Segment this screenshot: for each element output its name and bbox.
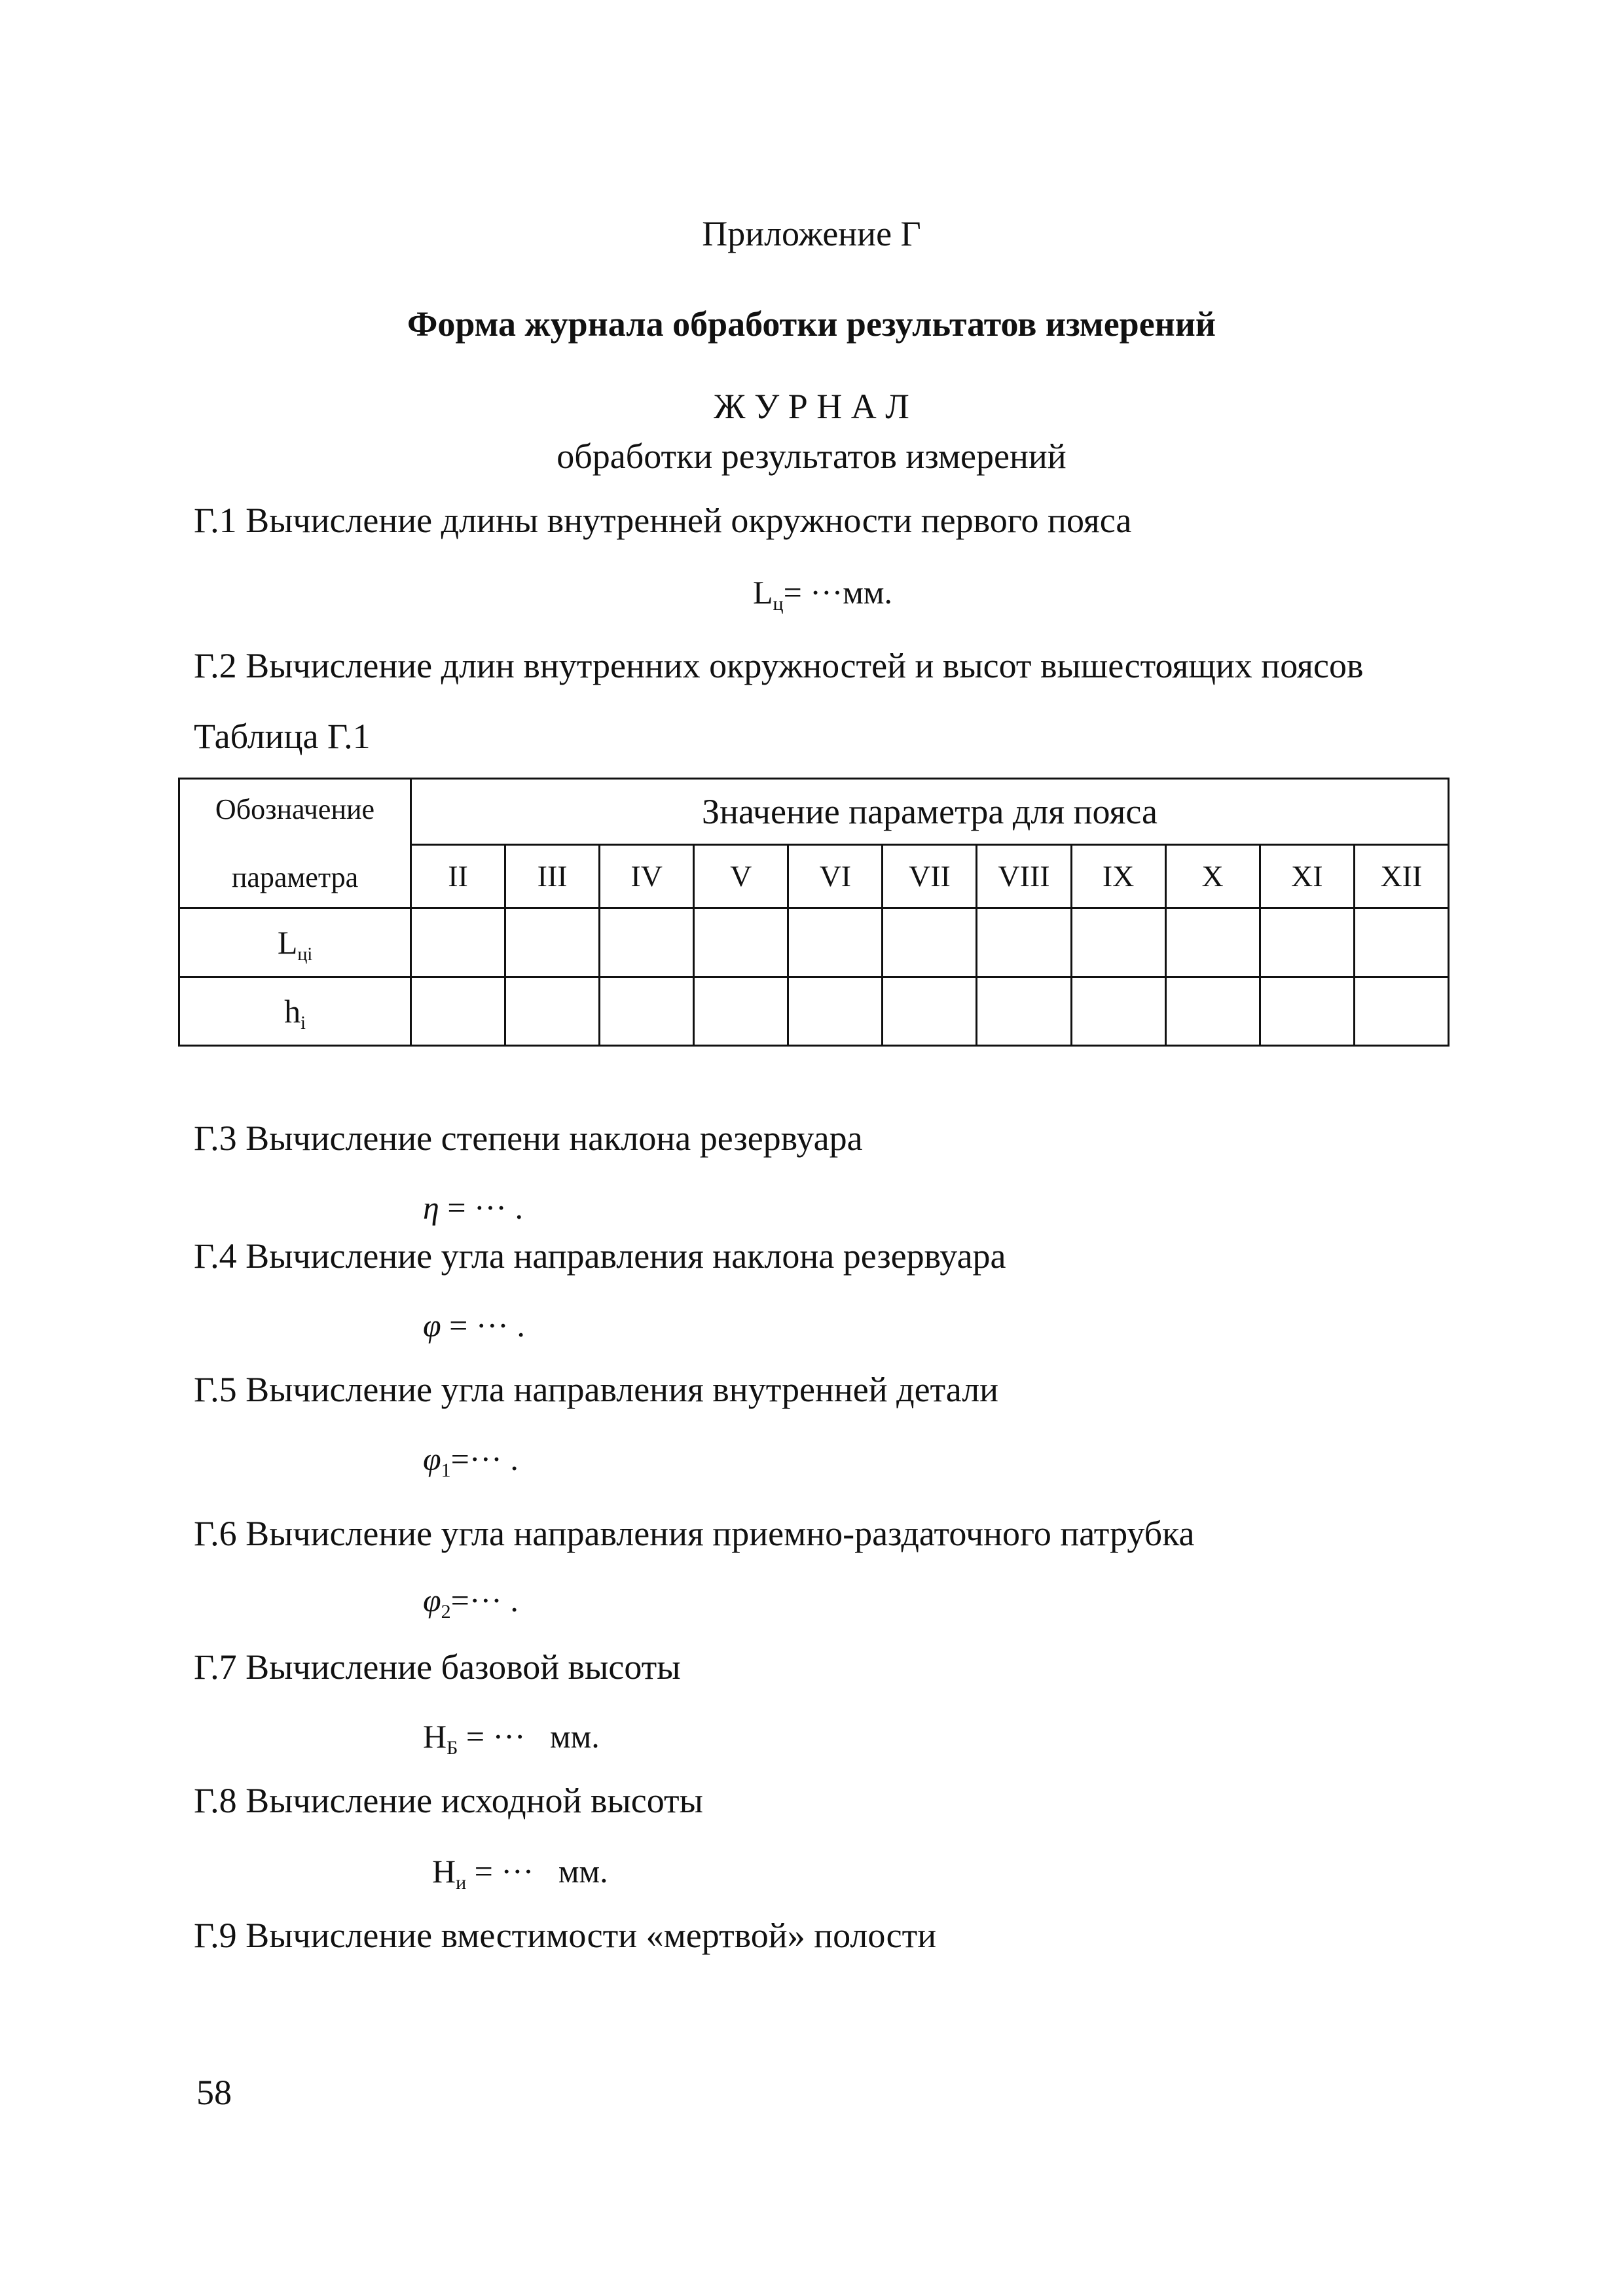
table-header-row (179, 779, 1449, 845)
table-cell (1260, 977, 1354, 1046)
header-value: Значение параметра для пояса (411, 779, 1449, 845)
parameter-table (178, 778, 1450, 1047)
formula-g1: $L_ц= \cdot\cdot\cdot мм$. (753, 574, 893, 615)
formula-g7: $H_Б$ = ··· мм. (423, 1718, 600, 1759)
column-header: VIII (977, 845, 1071, 908)
column-header: XI (1260, 845, 1354, 908)
section-g1: Г.1 Вычисление длины внутренней окружности первого пояса (194, 501, 1132, 540)
appendix-title: Приложение Г (702, 214, 921, 253)
table-cell (883, 908, 977, 977)
table-cell (600, 977, 694, 1046)
table-cell (694, 977, 788, 1046)
table-cell (411, 908, 505, 977)
table-cell (505, 977, 600, 1046)
column-header: IX (1071, 845, 1165, 908)
column-header: VII (883, 845, 977, 908)
table-cell (977, 908, 1071, 977)
column-header: VI (788, 845, 883, 908)
journal-heading: Ж У Р Н А Л (714, 387, 909, 426)
section-g3: Г.3 Вычисление степени наклона резервуара (194, 1119, 863, 1158)
section-g5: Г.5 Вычисление угла направления внутренней детали (194, 1370, 999, 1409)
table-row (179, 977, 1449, 1046)
header-name-bottom: параметра (231, 861, 359, 893)
section-g8: Г.8 Вычисление исходной высоты (194, 1781, 703, 1820)
table-cell (600, 908, 694, 977)
table-cell (505, 908, 600, 977)
page-number: 58 (196, 2073, 232, 2112)
formula-g8: $H_и$ = ··· мм. (432, 1853, 608, 1893)
section-g9: Г.9 Вычисление вместимости «мертвой» полости (194, 1916, 937, 1955)
table-cell (788, 977, 883, 1046)
table-cell (788, 908, 883, 977)
table-cell (1071, 908, 1165, 977)
table-cell (883, 977, 977, 1046)
column-header: IV (600, 845, 694, 908)
row-label-circumference: $L_{цi}$ (179, 908, 411, 977)
formula-g4: φ = ··· . (423, 1307, 525, 1344)
form-title: Форма журнала обработки результатов измерений (407, 304, 1216, 344)
row-label-height: $h_i$ (179, 977, 411, 1046)
formula-g6: $\varphi_2=\cdot\cdot\cdot$ . (423, 1582, 519, 1623)
column-header: V (694, 845, 788, 908)
table-caption: Таблица Г.1 (194, 717, 371, 756)
table-row (179, 908, 1449, 977)
column-header: II (411, 845, 505, 908)
table-cell (977, 977, 1071, 1046)
section-g4: Г.4 Вычисление угла направления наклона резервуара (194, 1236, 1006, 1276)
formula-g3: η = ··· . (423, 1189, 523, 1226)
table-cell (694, 908, 788, 977)
column-header: III (505, 845, 600, 908)
header-name-top: Обозначение (215, 793, 375, 825)
journal-subheading: обработки результатов измерений (556, 437, 1067, 476)
table-cell (1165, 977, 1260, 1046)
column-header: XII (1354, 845, 1448, 908)
table-cell (1354, 908, 1448, 977)
table-cell (1071, 977, 1165, 1046)
table-cell (411, 977, 505, 1046)
column-header: X (1165, 845, 1260, 908)
section-g2: Г.2 Вычисление длин внутренних окружностей и высот вышестоящих поясов (194, 646, 1364, 685)
formula-g5: $\varphi_1=\cdot\cdot\cdot$ . (423, 1441, 519, 1481)
section-g7: Г.7 Вычисление базовой высоты (194, 1647, 681, 1687)
table-cell (1354, 977, 1448, 1046)
header-parameter-name (179, 779, 411, 908)
section-g6: Г.6 Вычисление угла направления приемно-раздаточного патрубка (194, 1514, 1195, 1553)
table-cell (1260, 908, 1354, 977)
table-cell (1165, 908, 1260, 977)
